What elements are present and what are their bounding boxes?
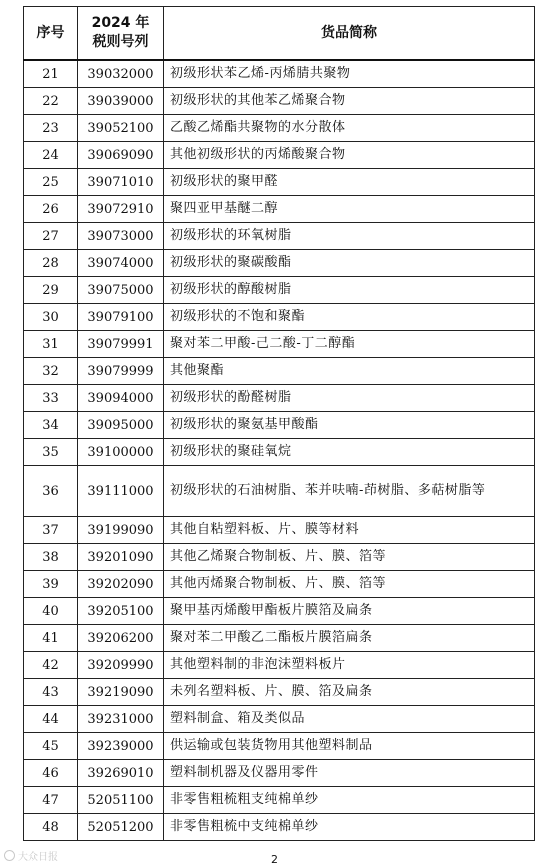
- row-tariff-code: 39074000: [78, 250, 164, 277]
- row-tariff-code: 39100000: [78, 439, 164, 466]
- row-goods-name: 初级形状的石油树脂、苯并呋喃-茚树脂、多萜树脂等: [164, 466, 535, 517]
- row-tariff-code: 39079991: [78, 331, 164, 358]
- table-header: [24, 7, 535, 61]
- table-row: [24, 304, 535, 331]
- row-tariff-code: 39095000: [78, 412, 164, 439]
- row-tariff-code: 39032000: [78, 60, 164, 88]
- row-index: 26: [24, 196, 78, 223]
- row-goods-name: 其他初级形状的丙烯酸聚合物: [164, 142, 535, 169]
- row-goods-name: 初级形状的酚醛树脂: [164, 385, 535, 412]
- row-index: 38: [24, 544, 78, 571]
- header-goods-name: 货品简称: [164, 7, 535, 61]
- row-goods-name: 塑料制盒、箱及类似品: [164, 706, 535, 733]
- row-tariff-code: 39039000: [78, 88, 164, 115]
- row-index: 40: [24, 598, 78, 625]
- watermark-text: 大众日报: [18, 852, 58, 863]
- table-row: [24, 169, 535, 196]
- row-goods-name: 未列名塑料板、片、膜、箔及扁条: [164, 679, 535, 706]
- row-index: 22: [24, 88, 78, 115]
- row-index: 32: [24, 358, 78, 385]
- row-index: 47: [24, 787, 78, 814]
- row-goods-name: 初级形状的聚碳酸酯: [164, 250, 535, 277]
- header-code-label: 税则号列: [92, 34, 149, 50]
- table-row: [24, 760, 535, 787]
- row-tariff-code: 39111000: [78, 466, 164, 517]
- row-tariff-code: 39269010: [78, 760, 164, 787]
- table-row: [24, 706, 535, 733]
- row-index: 23: [24, 115, 78, 142]
- row-goods-name: 其他自粘塑料板、片、膜等材料: [164, 517, 535, 544]
- table-row: [24, 598, 535, 625]
- table-row: [24, 814, 535, 841]
- row-goods-name: 塑料制机器及仪器用零件: [164, 760, 535, 787]
- table-row: [24, 571, 535, 598]
- row-goods-name: 聚对苯二甲酸乙二酯板片膜箔扁条: [164, 625, 535, 652]
- table-row: [24, 679, 535, 706]
- row-index: 41: [24, 625, 78, 652]
- row-goods-name: 乙酸乙烯酯共聚物的水分散体: [164, 115, 535, 142]
- row-index: 21: [24, 60, 78, 88]
- row-index: 34: [24, 412, 78, 439]
- row-tariff-code: 39202090: [78, 571, 164, 598]
- row-tariff-code: 39206200: [78, 625, 164, 652]
- table-row: [24, 787, 535, 814]
- row-index: 45: [24, 733, 78, 760]
- table-body: [24, 60, 535, 841]
- row-goods-name: 初级形状的聚甲醛: [164, 169, 535, 196]
- row-index: 36: [24, 466, 78, 517]
- header-code-year: 2024 年: [91, 15, 150, 31]
- row-tariff-code: 39209990: [78, 652, 164, 679]
- row-goods-name: 供运输或包装货物用其他塑料制品: [164, 733, 535, 760]
- row-goods-name: 聚对苯二甲酸-己二酸-丁二醇酯: [164, 331, 535, 358]
- row-index: 29: [24, 277, 78, 304]
- row-tariff-code: 39205100: [78, 598, 164, 625]
- row-goods-name: 非零售粗梳粗支纯棉单纱: [164, 787, 535, 814]
- table-row: [24, 358, 535, 385]
- row-index: 27: [24, 223, 78, 250]
- row-index: 30: [24, 304, 78, 331]
- row-index: 44: [24, 706, 78, 733]
- table-row: [24, 196, 535, 223]
- row-goods-name: 初级形状苯乙烯-丙烯腈共聚物: [164, 60, 535, 88]
- table-row: [24, 652, 535, 679]
- row-tariff-code: 39079999: [78, 358, 164, 385]
- row-goods-name: 初级形状的其他苯乙烯聚合物: [164, 88, 535, 115]
- row-tariff-code: 39072910: [78, 196, 164, 223]
- row-goods-name: 其他乙烯聚合物制板、片、膜、箔等: [164, 544, 535, 571]
- row-goods-name: 其他聚酯: [164, 358, 535, 385]
- row-index: 31: [24, 331, 78, 358]
- row-goods-name: 聚四亚甲基醚二醇: [164, 196, 535, 223]
- row-tariff-code: 39071010: [78, 169, 164, 196]
- row-tariff-code: 52051200: [78, 814, 164, 841]
- row-tariff-code: 39199090: [78, 517, 164, 544]
- row-goods-name: 初级形状的聚氨基甲酸酯: [164, 412, 535, 439]
- table-row: [24, 277, 535, 304]
- row-tariff-code: 39094000: [78, 385, 164, 412]
- row-goods-name: 聚甲基丙烯酸甲酯板片膜箔及扁条: [164, 598, 535, 625]
- row-goods-name: 初级形状的聚硅氧烷: [164, 439, 535, 466]
- table-row: [24, 142, 535, 169]
- row-index: 43: [24, 679, 78, 706]
- row-tariff-code: 39239000: [78, 733, 164, 760]
- row-goods-name: 初级形状的醇酸树脂: [164, 277, 535, 304]
- table-row: [24, 250, 535, 277]
- row-tariff-code: 39073000: [78, 223, 164, 250]
- row-tariff-code: 39069090: [78, 142, 164, 169]
- row-goods-name: 其他塑料制的非泡沫塑料板片: [164, 652, 535, 679]
- row-tariff-code: 52051100: [78, 787, 164, 814]
- row-index: 33: [24, 385, 78, 412]
- table-row: [24, 331, 535, 358]
- table-row: [24, 115, 535, 142]
- table-row: [24, 88, 535, 115]
- row-goods-name: 非零售粗梳中支纯棉单纱: [164, 814, 535, 841]
- row-index: 24: [24, 142, 78, 169]
- row-index: 28: [24, 250, 78, 277]
- row-tariff-code: 39079100: [78, 304, 164, 331]
- header-tariff-code: [78, 7, 164, 61]
- row-goods-name: 初级形状的不饱和聚酯: [164, 304, 535, 331]
- table-row: [24, 223, 535, 250]
- row-tariff-code: 39075000: [78, 277, 164, 304]
- table-row: [24, 517, 535, 544]
- tariff-table: [23, 6, 535, 841]
- page-number: 2: [271, 853, 278, 866]
- row-goods-name: 其他丙烯聚合物制板、片、膜、箔等: [164, 571, 535, 598]
- row-tariff-code: 39201090: [78, 544, 164, 571]
- table-row: [24, 60, 535, 88]
- row-index: 37: [24, 517, 78, 544]
- row-index: 48: [24, 814, 78, 841]
- table-row: [24, 385, 535, 412]
- row-index: 42: [24, 652, 78, 679]
- row-index: 35: [24, 439, 78, 466]
- row-goods-name: 初级形状的环氧树脂: [164, 223, 535, 250]
- table-row: [24, 625, 535, 652]
- row-index: 46: [24, 760, 78, 787]
- table-row: [24, 544, 535, 571]
- row-index: 25: [24, 169, 78, 196]
- row-tariff-code: 39231000: [78, 706, 164, 733]
- row-index: 39: [24, 571, 78, 598]
- table-row: [24, 439, 535, 466]
- header-index: 序号: [24, 7, 78, 61]
- table-row: [24, 733, 535, 760]
- row-tariff-code: 39219090: [78, 679, 164, 706]
- row-tariff-code: 39052100: [78, 115, 164, 142]
- table-row: [24, 412, 535, 439]
- table-row: [24, 466, 535, 517]
